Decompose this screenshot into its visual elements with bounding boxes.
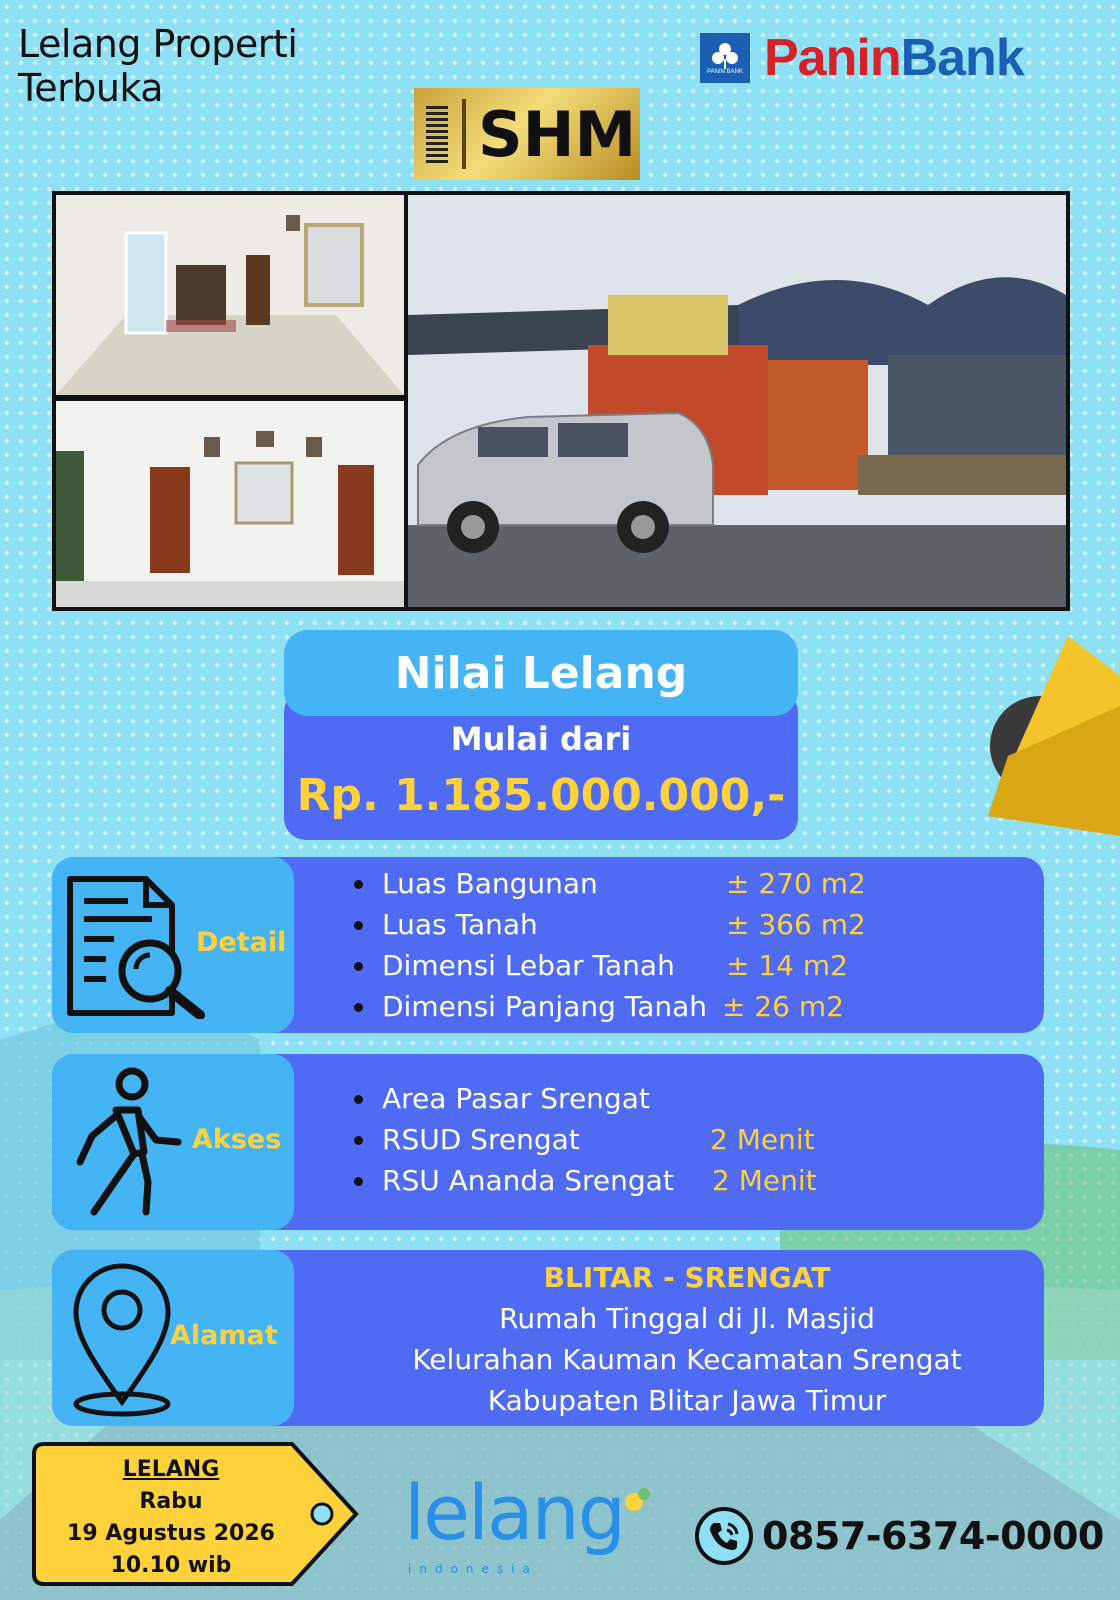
akses-card-left — [52, 1054, 294, 1230]
photo-interior-living-room — [56, 195, 404, 395]
detail-item-value: ± 366 m2 — [726, 908, 866, 941]
detail-list — [382, 863, 866, 1027]
auction-time: 10.10 wib — [110, 1553, 232, 1578]
akses-label: Akses — [192, 1124, 282, 1155]
bank-logo — [700, 28, 1024, 88]
alamat-card — [52, 1250, 1044, 1426]
address-block — [342, 1258, 1032, 1421]
detail-item-value: ± 26 m2 — [722, 990, 844, 1023]
detail-item-label: Dimensi Panjang Tanah — [382, 990, 708, 1023]
address-line: Rumah Tinggal di Jl. Masjid — [499, 1302, 875, 1335]
address-line: Kelurahan Kauman Kecamatan Srengat — [412, 1343, 962, 1376]
logo-dot-icon — [614, 1482, 654, 1522]
bank-emblem-icon — [700, 33, 750, 83]
location-pin-icon — [70, 1262, 174, 1418]
detail-item-value: ± 14 m2 — [726, 949, 848, 982]
photo-collage — [52, 191, 1070, 611]
address-region: BLITAR - SRENGAT — [543, 1261, 831, 1294]
contact-phone — [694, 1506, 1104, 1566]
bank-name — [764, 28, 1024, 88]
list-item — [382, 1119, 815, 1160]
akses-item-label: RSUD Srengat — [382, 1123, 580, 1156]
detail-item-label: Luas Tanah — [382, 908, 538, 941]
detail-item-value: ± 270 m2 — [726, 867, 866, 900]
title-line-1: Lelang Properti — [18, 22, 298, 66]
auction-date: 19 Agustus 2026 — [67, 1521, 275, 1546]
list-item — [382, 945, 848, 986]
auction-date-tag — [30, 1440, 360, 1588]
akses-item-value: 2 Menit — [710, 1123, 815, 1156]
photo-interior-hall — [56, 401, 404, 607]
phone-icon — [694, 1506, 754, 1566]
badge-separator — [462, 99, 466, 169]
akses-list — [382, 1078, 817, 1201]
list-item — [382, 986, 844, 1027]
list-item — [382, 1078, 674, 1119]
certificate-type: SHM — [478, 97, 637, 171]
alamat-label: Alamat — [170, 1320, 278, 1351]
barcode-icon — [426, 105, 448, 163]
price-box — [284, 630, 798, 840]
akses-item-label: RSU Ananda Srengat — [382, 1164, 674, 1197]
phone-number[interactable]: 0857-6374-0000 — [762, 1514, 1104, 1558]
certificate-badge — [414, 88, 640, 180]
auction-date-text — [30, 1454, 312, 1582]
list-item — [382, 1160, 817, 1201]
lelang-indonesia-logo — [404, 1468, 664, 1588]
akses-card — [52, 1054, 1044, 1230]
detail-card-left — [52, 857, 294, 1033]
decorative-triangle — [988, 636, 1120, 836]
auction-title: LELANG — [122, 1457, 220, 1482]
document-search-icon — [64, 873, 206, 1019]
detail-label: Detail — [196, 927, 287, 958]
akses-item-label: Area Pasar Srengat — [382, 1082, 650, 1115]
akses-item-value: 2 Menit — [712, 1164, 817, 1197]
list-item — [382, 904, 866, 945]
bank-emblem-text: PANIN BANK — [707, 69, 743, 75]
bank-name-left: Panin — [764, 29, 901, 87]
leaf-icon — [710, 41, 740, 69]
alamat-card-left — [52, 1250, 294, 1426]
price-subtitle: Mulai dari — [450, 720, 632, 758]
detail-item-label: Luas Bangunan — [382, 867, 598, 900]
walking-person-icon — [68, 1066, 186, 1218]
detail-card — [52, 857, 1044, 1033]
page-title — [18, 22, 297, 110]
lelang-logo-text: lelang — [404, 1468, 624, 1557]
list-item — [382, 863, 866, 904]
photo-exterior-front — [408, 195, 1066, 607]
price-value: Rp. 1.185.000.000,- — [296, 770, 786, 821]
address-line: Kabupaten Blitar Jawa Timur — [487, 1384, 887, 1417]
bank-name-right: Bank — [900, 29, 1024, 87]
lelang-logo-subtext: indonesia — [408, 1562, 538, 1576]
detail-item-label: Dimensi Lebar Tanah — [382, 949, 675, 982]
auction-day: Rabu — [139, 1489, 203, 1514]
title-line-2: Terbuka — [18, 66, 164, 110]
price-heading: Nilai Lelang — [284, 630, 798, 716]
